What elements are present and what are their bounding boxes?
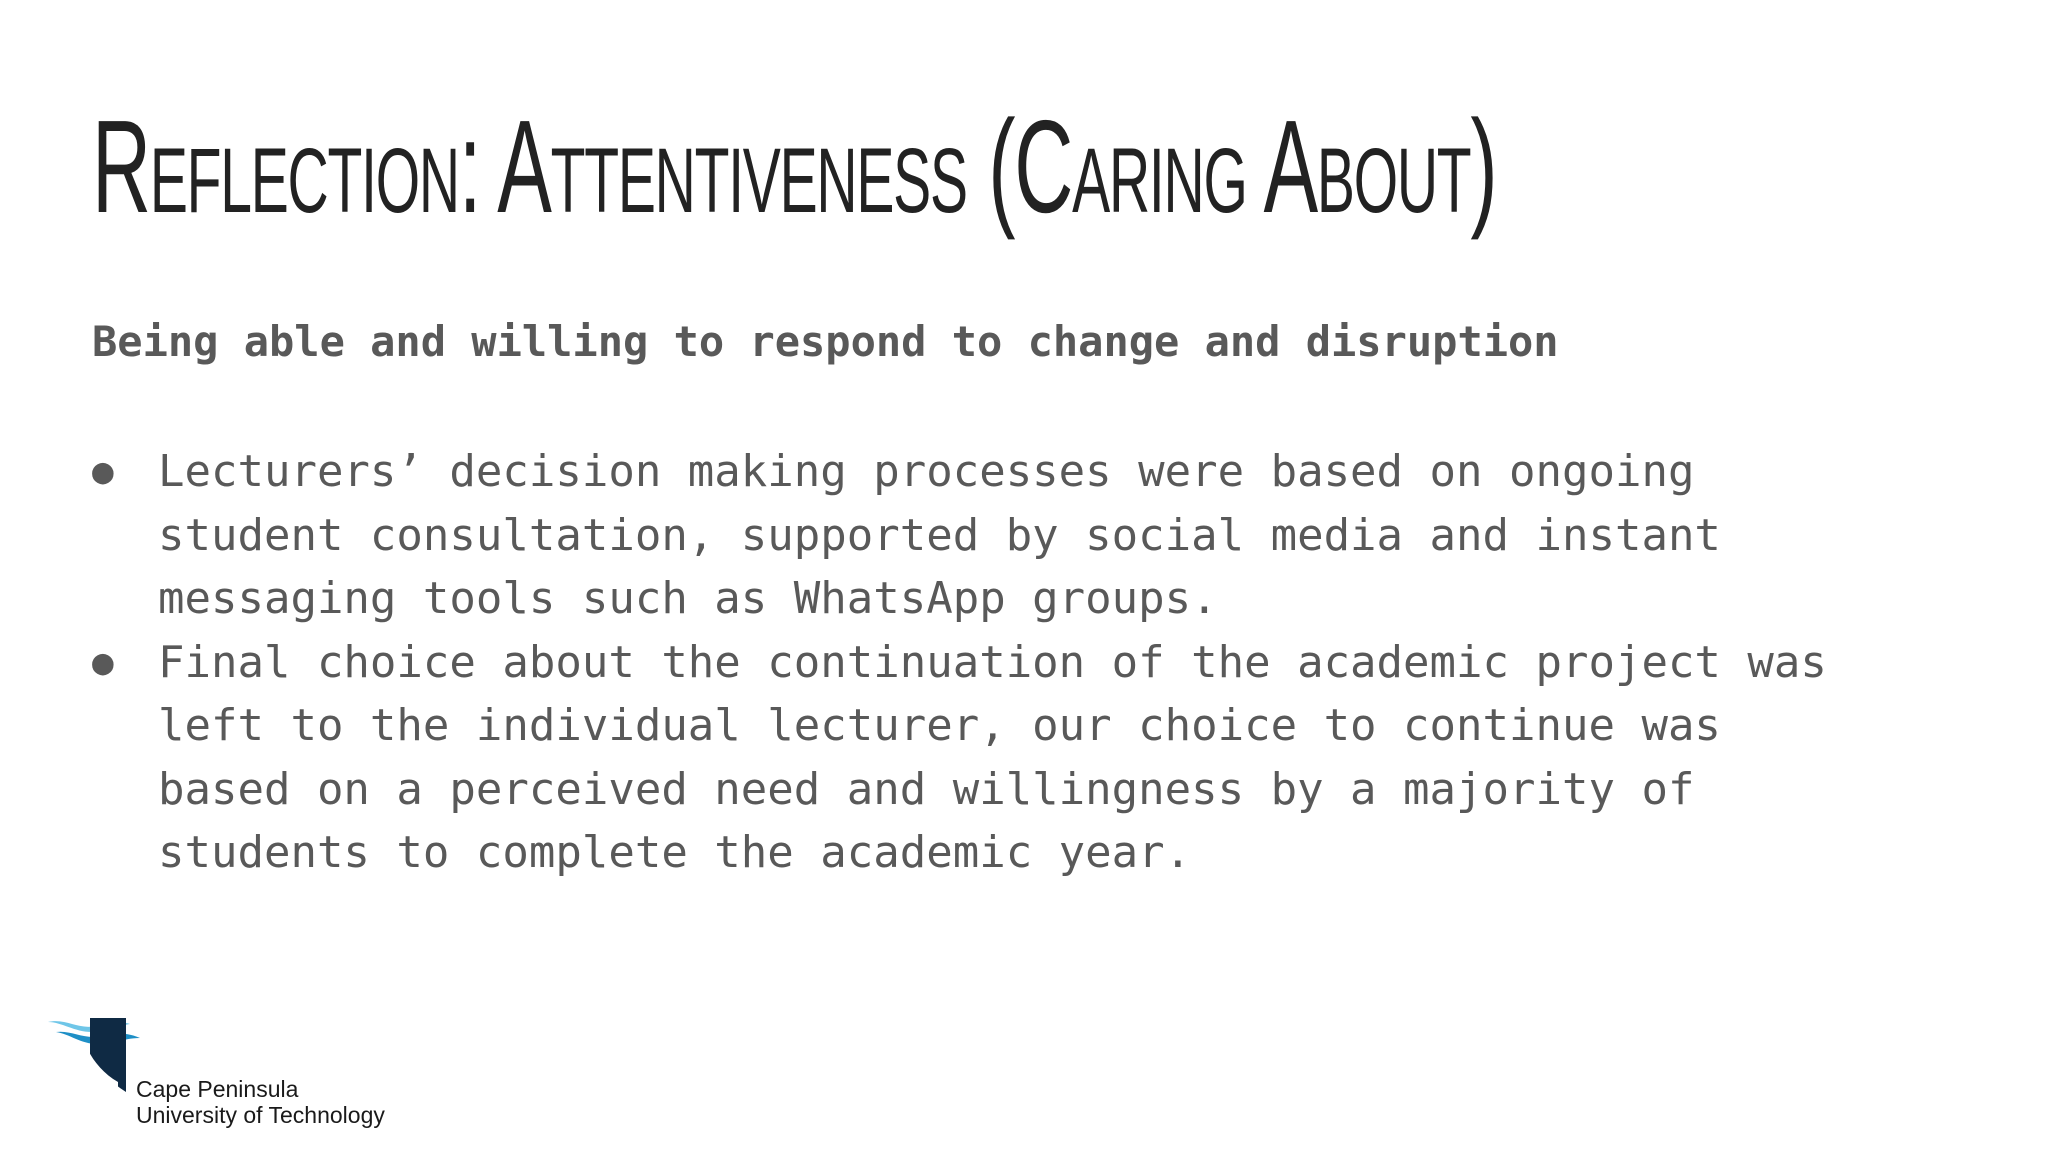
bullet-icon: ● [92,641,114,683]
bullet-line: left to the individual lecturer, our choice to continue was [158,700,1721,751]
bullet-list [92,440,1972,885]
cput-wave-logo-icon [44,1016,144,1096]
bullet-line: student consultation, supported by social media and instant [158,509,1721,561]
bullet-icon: ● [92,451,114,492]
bullet-line: Lecturers’ decision making processes were based on ongoing [158,446,1695,497]
bullet-line: based on a perceived need and willingness by a majority of [158,763,1695,815]
slide-subtitle: Being able and willing to respond to change and disruption [92,317,1559,366]
bullet-line: messaging tools such as WhatsApp groups. [158,573,1218,624]
logo-text [136,1076,385,1128]
slide-title: Reflection: Attentiveness (Caring About) [92,93,1497,240]
bullet-item [92,631,1972,885]
university-logo [44,1016,424,1136]
logo-line-1: Cape Peninsula [136,1076,299,1102]
bullet-line: Final choice about the continuation of the academic project was [158,636,1827,688]
logo-line-2: University of Technology [136,1102,385,1128]
bullet-line: students to complete the academic year. [158,827,1192,878]
bullet-item [92,440,1972,631]
